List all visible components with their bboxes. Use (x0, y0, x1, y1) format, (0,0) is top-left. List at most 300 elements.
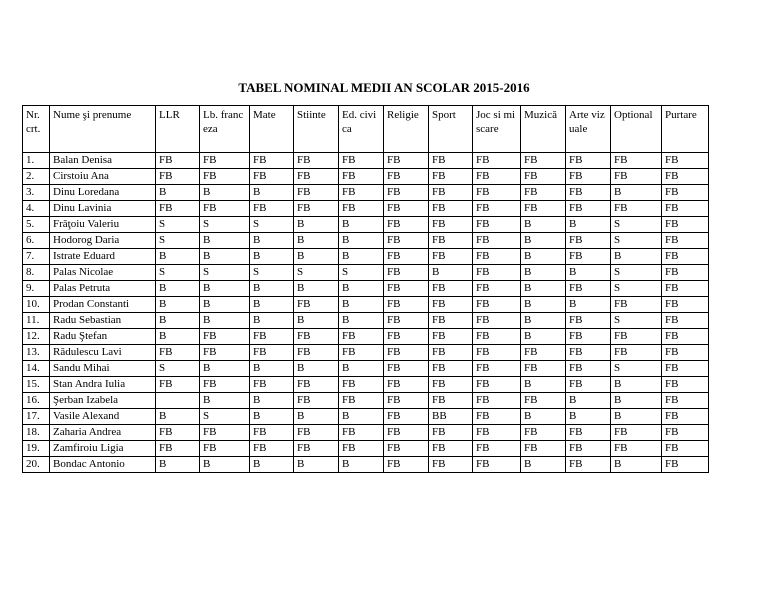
grade-cell: FB (662, 233, 709, 249)
grade-cell: B (611, 393, 662, 409)
grade-cell: FB (429, 393, 473, 409)
grade-cell: FB (473, 361, 521, 377)
grade-cell: B (521, 217, 566, 233)
student-name-cell: Zaharia Andrea (50, 425, 156, 441)
grade-cell: FB (611, 153, 662, 169)
table-row (23, 297, 709, 313)
grade-cell: FB (384, 249, 429, 265)
grade-cell: FB (566, 169, 611, 185)
grade-cell: FB (566, 249, 611, 265)
grade-cell: S (200, 409, 250, 425)
grade-cell: FB (473, 441, 521, 457)
grade-cell: B (521, 409, 566, 425)
grade-cell: FB (611, 345, 662, 361)
grade-cell: FB (384, 169, 429, 185)
grade-cell: FB (611, 441, 662, 457)
grade-cell: FB (250, 377, 294, 393)
row-number-cell: 8. (23, 265, 50, 281)
grade-cell: FB (339, 185, 384, 201)
grade-cell: FB (521, 425, 566, 441)
grade-cell: FB (250, 329, 294, 345)
student-name-cell: Radu Sebastian (50, 313, 156, 329)
header-cell-conduct: Purtare (662, 106, 709, 153)
header-cell-science: Stiinte (294, 106, 339, 153)
table-row (23, 185, 709, 201)
grade-cell: FB (473, 233, 521, 249)
grade-cell: S (611, 313, 662, 329)
grade-cell: B (294, 233, 339, 249)
grade-cell: FB (473, 297, 521, 313)
grade-cell: B (250, 185, 294, 201)
student-name-cell: Cirstoiu Ana (50, 169, 156, 185)
grade-cell: FB (429, 329, 473, 345)
grade-cell: FB (521, 345, 566, 361)
grade-cell: B (294, 409, 339, 425)
student-name-cell: Istrate Eduard (50, 249, 156, 265)
grade-cell: B (156, 457, 200, 473)
grade-cell: FB (384, 393, 429, 409)
grade-cell: B (250, 393, 294, 409)
grade-cell: FB (521, 441, 566, 457)
grade-cell: B (156, 329, 200, 345)
grade-cell: B (156, 409, 200, 425)
student-name-cell: Dinu Loredana (50, 185, 156, 201)
grade-cell: FB (473, 377, 521, 393)
grade-cell: B (294, 249, 339, 265)
grade-cell: FB (339, 425, 384, 441)
grade-cell: B (339, 217, 384, 233)
grade-cell: FB (429, 297, 473, 313)
grade-cell: FB (521, 185, 566, 201)
grade-cell: FB (662, 217, 709, 233)
grade-cell (156, 393, 200, 409)
row-number-cell: 11. (23, 313, 50, 329)
grade-cell: B (339, 313, 384, 329)
grade-cell: S (156, 361, 200, 377)
grade-cell: FB (429, 313, 473, 329)
grade-cell: B (156, 297, 200, 313)
grade-cell: FB (384, 425, 429, 441)
row-number-cell: 3. (23, 185, 50, 201)
table-row (23, 201, 709, 217)
grade-cell: B (294, 457, 339, 473)
table-row (23, 249, 709, 265)
grade-cell: FB (384, 201, 429, 217)
grade-cell: B (566, 217, 611, 233)
grade-cell: B (294, 361, 339, 377)
grade-cell: FB (294, 393, 339, 409)
grade-cell: FB (662, 249, 709, 265)
grade-cell: FB (611, 329, 662, 345)
row-number-cell: 6. (23, 233, 50, 249)
grade-cell: FB (662, 281, 709, 297)
grade-cell: FB (156, 377, 200, 393)
grade-cell: FB (566, 441, 611, 457)
grade-cell: FB (429, 441, 473, 457)
grade-cell: B (339, 361, 384, 377)
grade-cell: FB (566, 281, 611, 297)
header-cell-math: Mate (250, 106, 294, 153)
student-name-cell: Dinu Lavinia (50, 201, 156, 217)
header-cell-nr: Nr. crt. (23, 106, 50, 153)
grade-cell: B (200, 313, 250, 329)
grade-cell: FB (384, 345, 429, 361)
grade-cell: BB (429, 409, 473, 425)
student-name-cell: Hodorog Daria (50, 233, 156, 249)
grade-cell: FB (200, 377, 250, 393)
student-name-cell: Balan Denisa (50, 153, 156, 169)
grade-cell: S (611, 361, 662, 377)
grade-cell: B (521, 297, 566, 313)
grade-cell: FB (294, 169, 339, 185)
table-row (23, 233, 709, 249)
table-row (23, 313, 709, 329)
grade-cell: B (521, 313, 566, 329)
grade-cell: FB (521, 201, 566, 217)
grade-cell: FB (473, 329, 521, 345)
grade-cell: B (156, 249, 200, 265)
grade-cell: FB (384, 457, 429, 473)
row-number-cell: 12. (23, 329, 50, 345)
header-cell-sport: Sport (429, 106, 473, 153)
student-name-cell: Şerban Izabela (50, 393, 156, 409)
grade-cell: FB (429, 281, 473, 297)
grade-cell: FB (156, 201, 200, 217)
table-row (23, 281, 709, 297)
table-row (23, 329, 709, 345)
grade-cell: FB (662, 393, 709, 409)
grade-cell: FB (429, 201, 473, 217)
grade-cell: S (611, 233, 662, 249)
row-number-cell: 16. (23, 393, 50, 409)
grade-cell: FB (384, 361, 429, 377)
grade-cell: FB (294, 345, 339, 361)
grade-cell: B (521, 329, 566, 345)
student-name-cell: Palas Nicolae (50, 265, 156, 281)
grade-cell: FB (200, 425, 250, 441)
table-row (23, 425, 709, 441)
grade-cell: FB (384, 409, 429, 425)
grade-cell: FB (339, 329, 384, 345)
grade-cell: B (200, 233, 250, 249)
grade-cell: FB (662, 329, 709, 345)
grade-cell: FB (384, 313, 429, 329)
grade-cell: FB (662, 457, 709, 473)
grade-cell: FB (200, 201, 250, 217)
student-name-cell: Vasile Alexand (50, 409, 156, 425)
grades-table (22, 105, 709, 473)
grade-cell: FB (200, 153, 250, 169)
grade-cell: FB (294, 153, 339, 169)
grade-cell: FB (429, 345, 473, 361)
grade-cell: FB (611, 201, 662, 217)
grade-cell: B (339, 249, 384, 265)
grade-cell: FB (429, 153, 473, 169)
grade-cell: FB (339, 169, 384, 185)
grade-cell: FB (473, 281, 521, 297)
grade-cell: FB (250, 425, 294, 441)
table-row (23, 361, 709, 377)
grade-cell: FB (429, 169, 473, 185)
header-cell-llr: LLR (156, 106, 200, 153)
student-name-cell: Frăţoiu Valeriu (50, 217, 156, 233)
grade-cell: FB (566, 201, 611, 217)
row-number-cell: 17. (23, 409, 50, 425)
grade-cell: FB (473, 345, 521, 361)
grade-cell: B (611, 409, 662, 425)
grade-cell: FB (339, 201, 384, 217)
student-name-cell: Bondac Antonio (50, 457, 156, 473)
grade-cell: FB (566, 345, 611, 361)
grade-cell: FB (662, 265, 709, 281)
row-number-cell: 18. (23, 425, 50, 441)
grade-cell: B (294, 281, 339, 297)
header-cell-music: Muzică (521, 106, 566, 153)
grade-cell: FB (294, 425, 339, 441)
grade-cell: B (611, 457, 662, 473)
grade-cell: B (200, 457, 250, 473)
grade-cell: S (156, 233, 200, 249)
grade-cell: FB (200, 169, 250, 185)
grade-cell: FB (429, 233, 473, 249)
grade-cell: B (521, 281, 566, 297)
grade-cell: FB (294, 377, 339, 393)
grade-cell: B (339, 409, 384, 425)
grade-cell: FB (611, 169, 662, 185)
grade-cell: S (611, 217, 662, 233)
grade-cell: B (611, 249, 662, 265)
header-cell-name: Nume şi prenume (50, 106, 156, 153)
table-row (23, 393, 709, 409)
grade-cell: B (339, 281, 384, 297)
grade-cell: FB (384, 297, 429, 313)
grade-cell: FB (566, 329, 611, 345)
grade-cell: B (521, 377, 566, 393)
grade-cell: FB (250, 169, 294, 185)
header-cell-optional: Optional (611, 106, 662, 153)
grade-cell: FB (473, 409, 521, 425)
grade-cell: FB (294, 329, 339, 345)
grade-cell: FB (662, 297, 709, 313)
grade-cell: B (200, 185, 250, 201)
table-row (23, 265, 709, 281)
grade-cell: FB (566, 313, 611, 329)
grade-cell: FB (250, 345, 294, 361)
grade-cell: FB (294, 297, 339, 313)
grade-cell: FB (384, 441, 429, 457)
header-cell-civics: Ed. civica (339, 106, 384, 153)
grade-cell: FB (294, 441, 339, 457)
grade-cell: B (611, 185, 662, 201)
row-number-cell: 13. (23, 345, 50, 361)
grade-cell: FB (566, 185, 611, 201)
grade-cell: FB (156, 441, 200, 457)
row-number-cell: 2. (23, 169, 50, 185)
table-row (23, 409, 709, 425)
grade-cell: B (521, 457, 566, 473)
grade-cell: B (339, 233, 384, 249)
grade-cell: FB (566, 233, 611, 249)
grade-cell: B (611, 377, 662, 393)
header-cell-french: Lb. franceza (200, 106, 250, 153)
grade-cell: FB (429, 217, 473, 233)
student-name-cell: Palas Petruta (50, 281, 156, 297)
grade-cell: FB (339, 441, 384, 457)
grade-cell: B (521, 233, 566, 249)
grade-cell: FB (611, 425, 662, 441)
grade-cell: FB (384, 329, 429, 345)
student-name-cell: Stan Andra Iulia (50, 377, 156, 393)
grade-cell: FB (662, 153, 709, 169)
grade-cell: B (521, 249, 566, 265)
grade-cell: FB (662, 409, 709, 425)
grade-cell: B (250, 409, 294, 425)
student-name-cell: Sandu Mihai (50, 361, 156, 377)
grade-cell: B (566, 265, 611, 281)
document-title: TABEL NOMINAL MEDII AN SCOLAR 2015-2016 (238, 80, 530, 95)
grade-cell: B (521, 265, 566, 281)
grade-cell: FB (473, 185, 521, 201)
grade-cell: FB (566, 377, 611, 393)
grade-cell: FB (429, 361, 473, 377)
header-cell-games: Joc si miscare (473, 106, 521, 153)
grade-cell: FB (566, 153, 611, 169)
grade-cell: FB (473, 201, 521, 217)
grade-cell: B (566, 297, 611, 313)
grade-cell: FB (473, 169, 521, 185)
grade-cell: FB (662, 345, 709, 361)
grade-cell: S (294, 265, 339, 281)
grade-cell: FB (200, 441, 250, 457)
grade-cell: FB (566, 361, 611, 377)
grade-cell: FB (473, 393, 521, 409)
grade-cell: S (200, 217, 250, 233)
grade-cell: FB (384, 217, 429, 233)
grade-cell: B (200, 297, 250, 313)
grade-cell: FB (384, 233, 429, 249)
grade-cell: B (156, 185, 200, 201)
grade-cell: B (200, 361, 250, 377)
row-number-cell: 10. (23, 297, 50, 313)
table-row (23, 377, 709, 393)
student-name-cell: Prodan Constanti (50, 297, 156, 313)
grade-cell: FB (429, 425, 473, 441)
table-row (23, 457, 709, 473)
grade-cell: FB (339, 153, 384, 169)
header-cell-arts: Arte vizuale (566, 106, 611, 153)
grade-cell: FB (156, 169, 200, 185)
grade-cell: FB (250, 201, 294, 217)
header-cell-religion: Religie (384, 106, 429, 153)
row-number-cell: 4. (23, 201, 50, 217)
row-number-cell: 15. (23, 377, 50, 393)
table-row (23, 217, 709, 233)
grade-cell: B (250, 281, 294, 297)
grade-cell: FB (521, 393, 566, 409)
grade-cell: FB (384, 377, 429, 393)
grade-cell: FB (384, 281, 429, 297)
grade-cell: B (250, 249, 294, 265)
row-number-cell: 7. (23, 249, 50, 265)
grade-cell: FB (473, 313, 521, 329)
grade-cell: FB (566, 425, 611, 441)
grade-cell: S (611, 281, 662, 297)
row-number-cell: 9. (23, 281, 50, 297)
grade-cell: B (200, 281, 250, 297)
grade-cell: B (429, 265, 473, 281)
row-number-cell: 20. (23, 457, 50, 473)
grade-cell: FB (662, 441, 709, 457)
grade-cell: B (339, 297, 384, 313)
grade-cell: FB (156, 345, 200, 361)
grade-cell: FB (566, 457, 611, 473)
table-row (23, 153, 709, 169)
grade-cell: FB (156, 153, 200, 169)
grade-cell: FB (429, 457, 473, 473)
row-number-cell: 14. (23, 361, 50, 377)
grade-cell: B (250, 233, 294, 249)
grade-cell: B (566, 409, 611, 425)
grade-cell: FB (429, 185, 473, 201)
grade-cell: S (339, 265, 384, 281)
grade-cell: FB (521, 153, 566, 169)
grade-cell: FB (473, 217, 521, 233)
grade-cell: B (250, 297, 294, 313)
grade-cell: B (156, 281, 200, 297)
table-row (23, 345, 709, 361)
grade-cell: FB (662, 361, 709, 377)
table-row (23, 169, 709, 185)
row-number-cell: 19. (23, 441, 50, 457)
grade-cell: B (200, 393, 250, 409)
student-name-cell: Zamfiroiu Ligia (50, 441, 156, 457)
row-number-cell: 1. (23, 153, 50, 169)
grade-cell: FB (521, 361, 566, 377)
grade-cell: FB (473, 249, 521, 265)
grade-cell: B (250, 361, 294, 377)
grade-cell: FB (662, 313, 709, 329)
grade-cell: B (250, 457, 294, 473)
grade-cell: S (250, 217, 294, 233)
grade-cell: FB (384, 185, 429, 201)
table-body (23, 153, 709, 473)
grade-cell: FB (339, 377, 384, 393)
table-row (23, 441, 709, 457)
grade-cell: FB (384, 265, 429, 281)
student-name-cell: Radu Ştefan (50, 329, 156, 345)
grade-cell: FB (384, 153, 429, 169)
grade-cell: S (200, 265, 250, 281)
grade-cell: B (156, 313, 200, 329)
grade-cell: FB (473, 153, 521, 169)
grade-cell: FB (250, 153, 294, 169)
grade-cell: S (611, 265, 662, 281)
table-header-row (23, 106, 709, 153)
student-name-cell: Rădulescu Lavi (50, 345, 156, 361)
grade-cell: FB (339, 393, 384, 409)
grade-cell: S (156, 217, 200, 233)
grade-cell: FB (250, 441, 294, 457)
grade-cell: FB (611, 297, 662, 313)
grade-cell: B (294, 313, 339, 329)
grade-cell: FB (429, 377, 473, 393)
grade-cell: B (250, 313, 294, 329)
grade-cell: FB (294, 201, 339, 217)
grade-cell: FB (429, 249, 473, 265)
grade-cell: FB (662, 185, 709, 201)
grade-cell: FB (662, 201, 709, 217)
grade-cell: B (339, 457, 384, 473)
